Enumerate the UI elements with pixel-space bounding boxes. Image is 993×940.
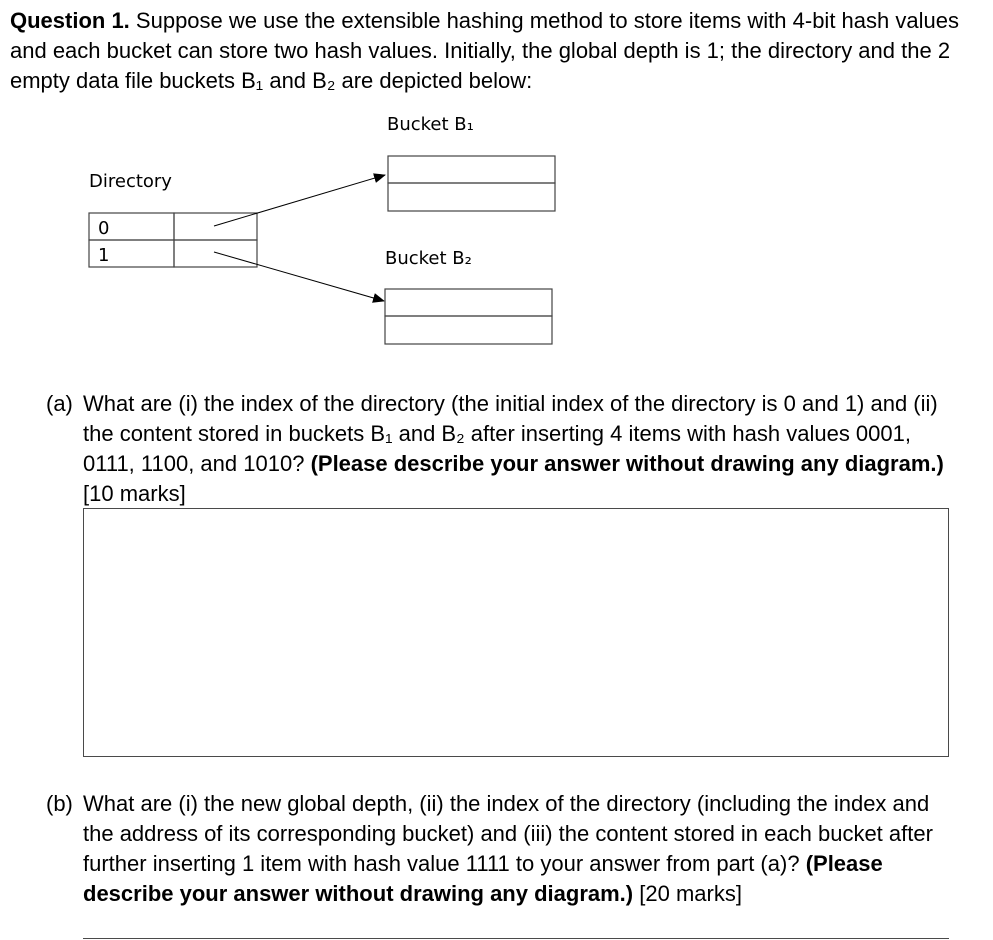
- answer-box-part-a[interactable]: [83, 508, 949, 757]
- directory-index-1: 1: [98, 245, 110, 266]
- part-a: [46, 389, 946, 509]
- bucket-b1: [388, 156, 555, 211]
- extensible-hashing-diagram: [0, 0, 993, 380]
- part-b-label: (b): [46, 791, 73, 816]
- bucket-b2: [385, 289, 552, 344]
- question-text: Suppose we use the extensible hashing method to store items with 4-bit hash values and each bucket can store two hash values. Initially, the global depth is 1; the directory and the 2 empty data file buckets B₁ and B₂ are depicted below:: [10, 8, 959, 93]
- bucket-b1-slot-2: [388, 183, 555, 211]
- bucket-b2-slot-2: [385, 316, 552, 344]
- answer-box-part-b-top-edge[interactable]: [83, 938, 949, 939]
- pointer-arrow-to-b2: [214, 252, 384, 301]
- part-b-marks: [20 marks]: [639, 881, 742, 906]
- pointer-arrow-to-b1: [214, 175, 385, 226]
- directory-pointer-cell-1: [174, 240, 257, 267]
- bucket-b1-slot-1: [388, 156, 555, 183]
- bucket-b1-label: Bucket B₁: [387, 114, 474, 135]
- part-b: [46, 789, 946, 909]
- part-a-marks: [10 marks]: [83, 481, 186, 506]
- directory-label: Directory: [89, 171, 172, 192]
- part-a-text: What are (i) the index of the directory (the initial index of the directory is 0 and 1) and (ii) the content stored in buckets B₁ and B₂ after inserting 4 items with hash values 0001, 0111, 1100, and 1010?: [83, 391, 938, 476]
- bucket-b2-label: Bucket B₂: [385, 248, 472, 269]
- bucket-b2-slot-1: [385, 289, 552, 316]
- part-a-label: (a): [46, 391, 73, 416]
- directory-index-0: 0: [98, 218, 110, 239]
- part-b-text: What are (i) the new global depth, (ii) the index of the directory (including the index and the address of its corresponding bucket) and (iii) the content stored in each bucket after further inserting 1 item with hash value 1111 to your answer from part (a)?: [83, 791, 933, 876]
- question-label: Question 1.: [10, 8, 130, 33]
- part-b-emphasis: (Please describe your answer without drawing any diagram.): [83, 851, 883, 906]
- part-a-emphasis: (Please describe your answer without drawing any diagram.): [310, 451, 944, 476]
